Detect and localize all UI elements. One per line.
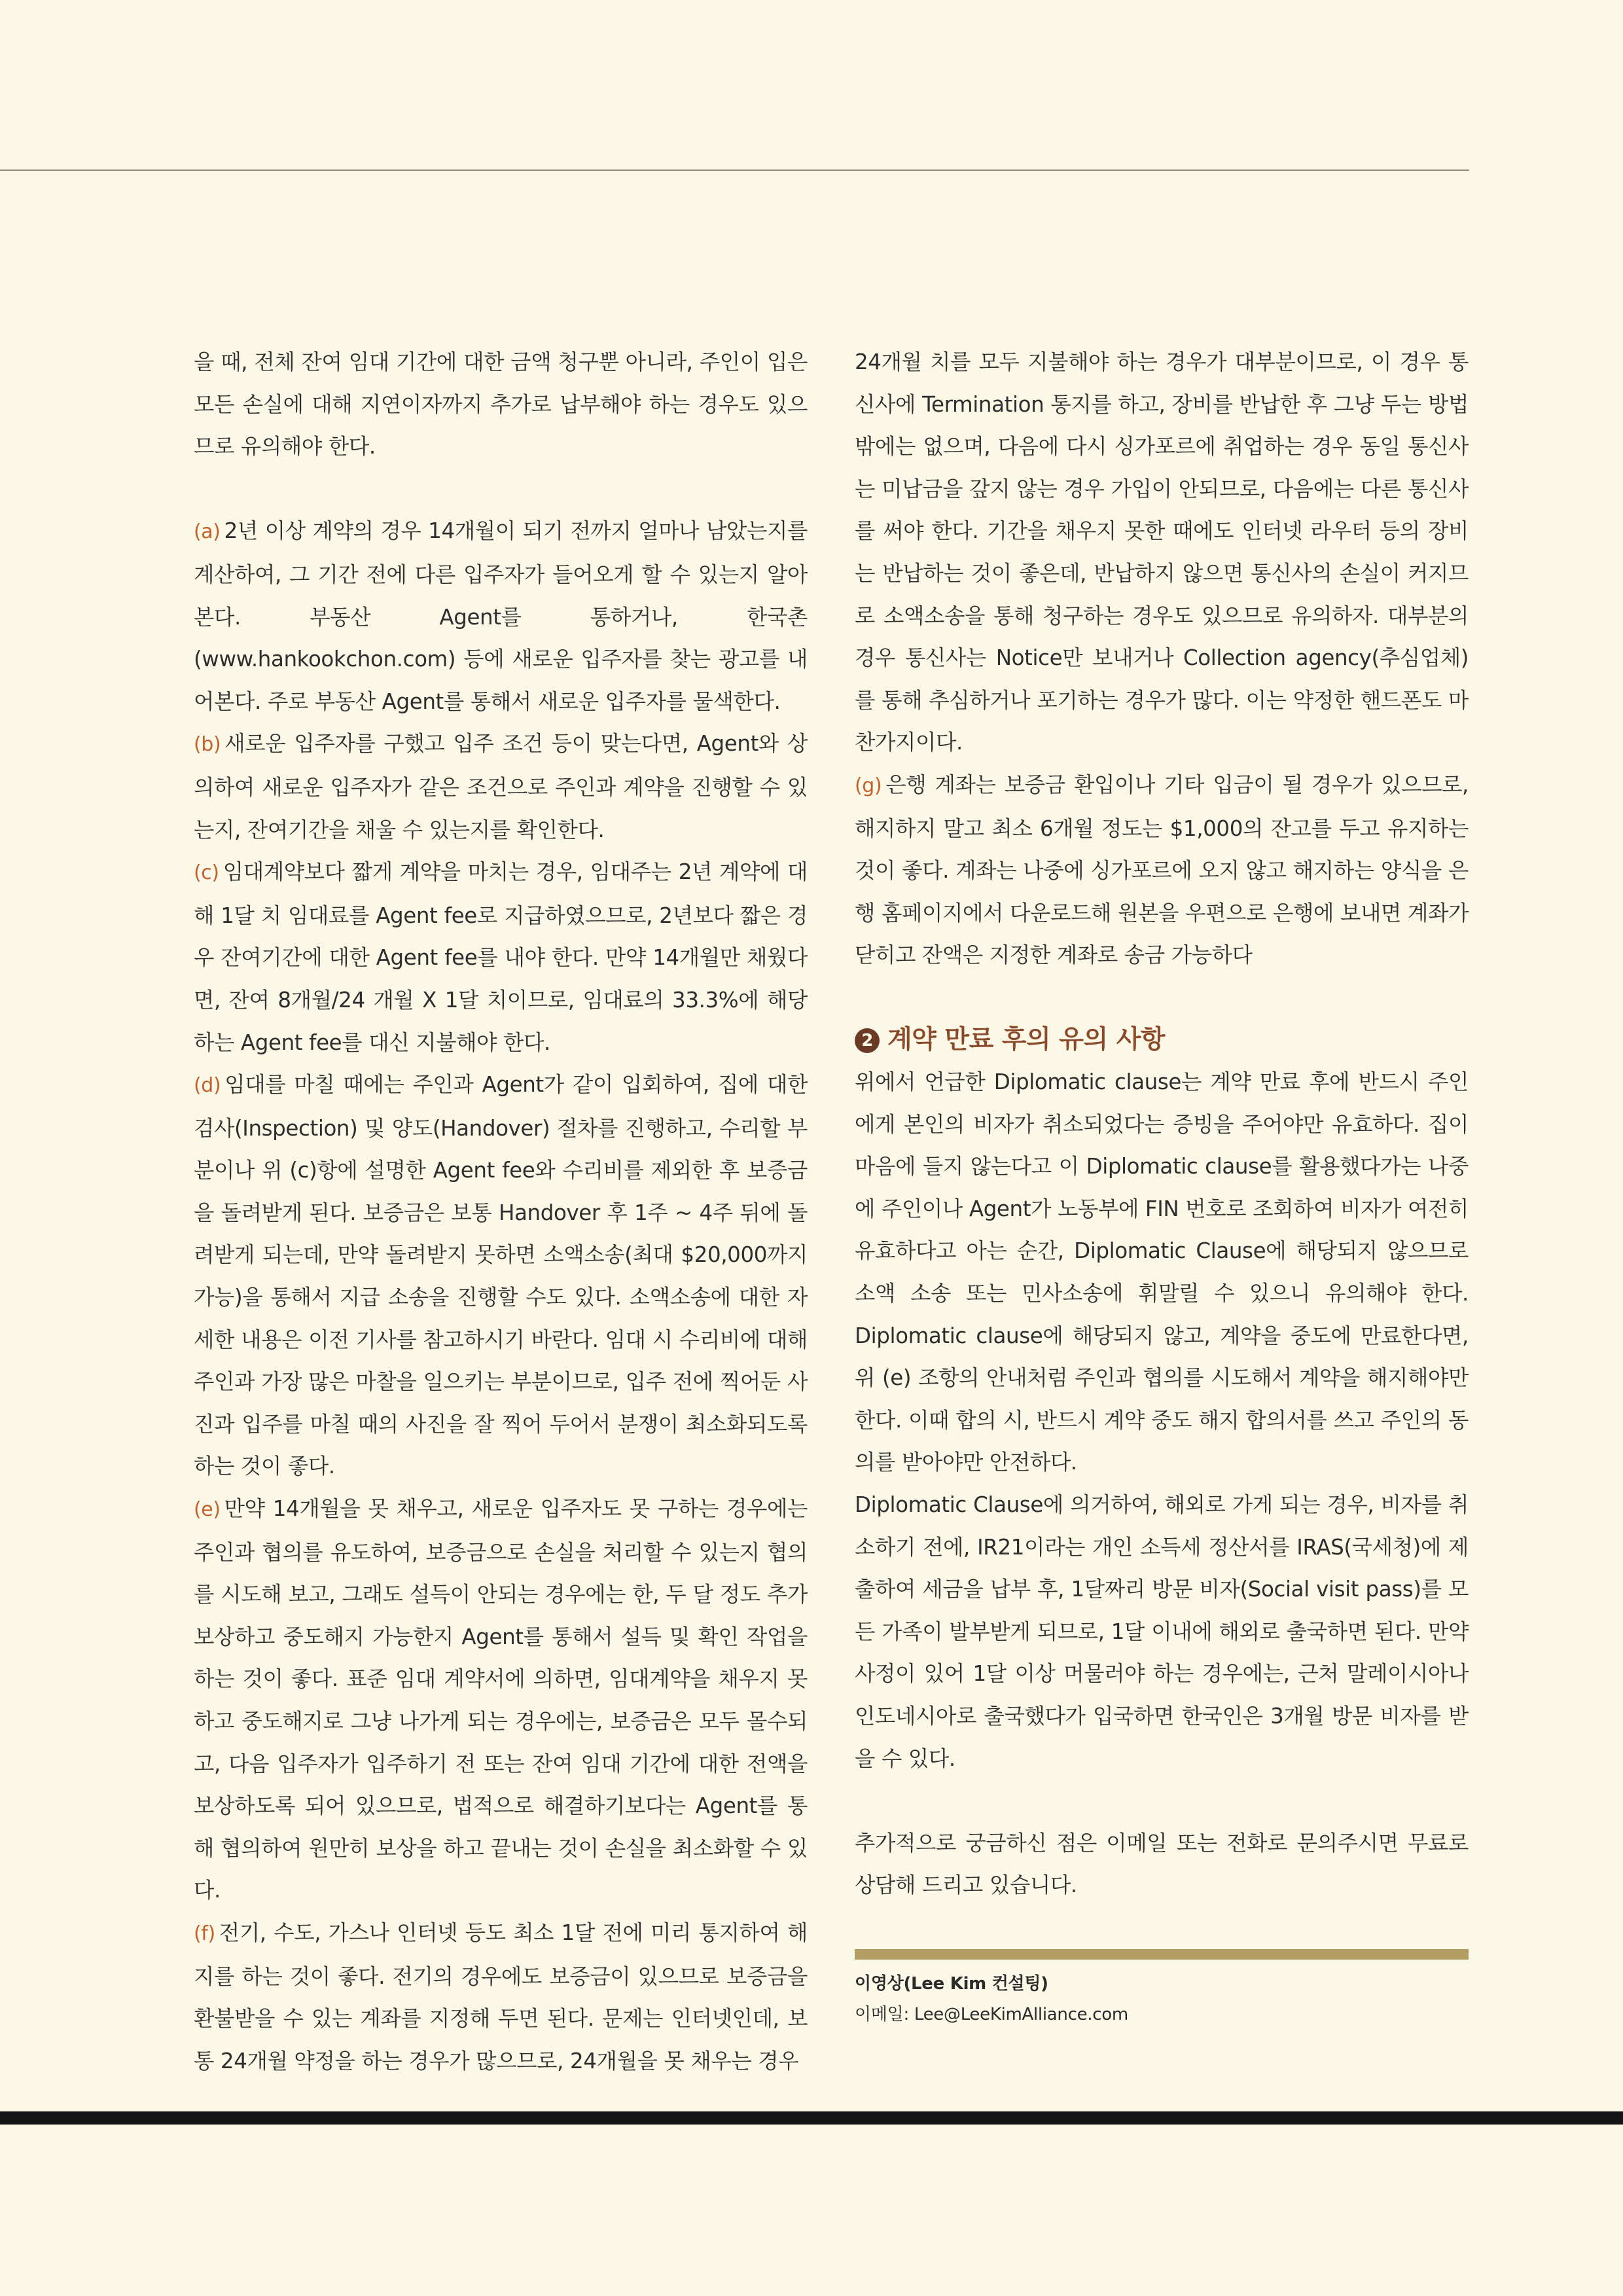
author-name: 이영상(Lee Kim 컨설팅) bbox=[855, 1974, 1048, 1994]
section-heading bbox=[855, 1019, 1469, 1062]
section-paragraph: Diplomatic Clause에 의거하여, 해외로 가게 되는 경우, 비자를 취소하기 전에, IR21이라는 개인 소득세 정산서를 IRAS(국세청)에 제출하여 세금을 납부 후, 1달짜리 방문 비자(Social visit pass)를 모든 가족이 발부받게 되므로, 1달 이내에 해외로 출국하면 된다. 만약 사정이 있어 1달 이상 머물러야 하는 경우에는, 근처 말레이시아나 인도네시아로 출국했다가 입국하면 한국인은 3개월 방문 비자를 받을 수 있다. bbox=[855, 1492, 1469, 1771]
author-email: 이메일: Lee@LeeKimAlliance.com bbox=[855, 2005, 1128, 2024]
section-paragraph: 위에서 언급한 Diplomatic clause는 계약 만료 후에 반드시 주인에게 본인의 비자가 취소되었다는 증빙을 주어야만 유효하다. 집이 마음에 들지 않는다고 이 Diplomatic clause를 활용했다가는 나중에 주인이나 Agent가 노동부에 FIN 번호로 조회하여 비자가 여전히 유효하다고 아는 순간, Diplomatic Clause에 해당되지 않으므로 소액 소송 또는 민사소송에 휘말릴 수 있으니 유의해야 한다. Diplomatic clause에 해당되지 않고, 계약을 중도에 만료한다면, 위 (e) 조항의 안내처럼 주인과 협의를 시도해서 계약을 해지해야만 한다. 이때 합의 시, 반드시 계약 중도 해지 합의서를 쓰고 주인의 동의를 받아야만 안전하다. bbox=[855, 1069, 1469, 1475]
continuation-paragraph: 24개월 치를 모두 지불해야 하는 경우가 대부분이므로, 이 경우 통신사에 Termination 통지를 하고, 장비를 반납한 후 그냥 두는 방법밖에는 없으며, 다음에 다시 싱가포르에 취업하는 경우 동일 통신사는 미납금을 갚지 않는 경우 가입이 안되므로, 다음에는 다른 통신사를 써야 한다. 기간을 채우지 못한 때에도 인터넷 라우터 등의 장비는 반납하는 것이 좋은데, 반납하지 않으면 통신사의 손실이 커지므로 소액소송을 통해 청구하는 경우도 있으므로 유의하자. 대부분의 경우 통신사는 Notice만 보내거나 Collection agency(추심업체)를 통해 추심하거나 포기하는 경우가 많다. 이는 약정한 핸드폰도 마찬가지이다. bbox=[855, 350, 1469, 755]
item-e bbox=[194, 1488, 808, 1912]
item-text: 은행 계좌는 보증금 환입이나 기타 입금이 될 경우가 있으므로, 해지하지 말고 최소 6개월 정도는 $1,000의 잔고를 두고 유지하는 것이 좋다. 계좌는 나중에 싱가포르에 오지 않고 해지하는 양식을 은행 홈페이지에서 다운로드해 원본을 우편으로 은행에 보내면 계좌가 닫히고 잔액은 지정한 계좌로 송금 가능하다 bbox=[855, 772, 1469, 968]
footer-bar bbox=[0, 2111, 1623, 2125]
item-marker: (b) bbox=[194, 733, 221, 757]
left-column bbox=[194, 341, 808, 2082]
item-marker: (a) bbox=[194, 520, 221, 544]
item-a bbox=[194, 510, 808, 723]
header-divider bbox=[0, 170, 1469, 171]
item-c bbox=[194, 851, 808, 1064]
item-text: 만약 14개월을 못 채우고, 새로운 입주자도 못 구하는 경우에는 주인과 협의를 유도하여, 보증금으로 손실을 처리할 수 있는지 협의를 시도해 보고, 그래도 설득이 안되는 경우에는 한, 두 달 정도 추가 보상하고 중도해지 가능한지 Agent를 통해서 설득 및 확인 작업을 하는 것이 좋다. 표준 임대 계약서에 의하면, 임대계약을 채우지 못하고 중도해지로 그냥 나가게 되는 경우에는, 보증금은 모두 몰수되고, 다음 입주자가 입주하기 전 또는 잔여 임대 기간에 대한 전액을 보상하도록 되어 있으므로, 법적으로 해결하기보다는 Agent를 통해 협의하여 원만히 보상을 하고 끝내는 것이 손실을 최소화할 수 있다. bbox=[194, 1496, 808, 1903]
item-marker: (g) bbox=[855, 774, 882, 797]
item-marker: (d) bbox=[194, 1074, 221, 1098]
section-title: 계약 만료 후의 유의 사항 bbox=[887, 1024, 1166, 1054]
intro-paragraph: 을 때, 전체 잔여 임대 기간에 대한 금액 청구뿐 아니라, 주인이 입은 모든 손실에 대해 지연이자까지 추가로 납부해야 하는 경우도 있으므로 유의해야 한다. bbox=[194, 350, 808, 459]
item-g bbox=[855, 764, 1469, 977]
item-text: 새로운 입주자를 구했고 입주 조건 등이 맞는다면, Agent와 상의하여 새로운 입주자가 같은 조건으로 주인과 계약을 진행할 수 있는지, 잔여기간을 채울 수 있는지를 확인한다. bbox=[194, 731, 808, 842]
item-text: 2년 이상 계약의 경우 14개월이 되기 전까지 얼마나 남았는지를 계산하여, 그 기간 전에 다른 입주자가 들어오게 할 수 있는지 알아본다. 부동산 Agent를 통하거나, 한국촌(www.hankookchon.com) 등에 새로운 입주자를 찾는 광고를 내어본다. 주로 부동산 Agent를 통해서 새로운 입주자를 물색한다. bbox=[194, 518, 808, 714]
item-text: 전기, 수도, 가스나 인터넷 등도 최소 1달 전에 미리 통지하여 해지를 하는 것이 좋다. 전기의 경우에도 보증금이 있으므로 보증금을 환불받을 수 있는 계좌를 지정해 두면 된다. 문제는 인터넷인데, 보통 24개월 약정을 하는 경우가 많으므로, 24개월을 못 채우는 경우 bbox=[194, 1920, 808, 2073]
item-marker: (e) bbox=[194, 1498, 221, 1522]
item-marker: (f) bbox=[194, 1922, 215, 1945]
section-number-badge: 2 bbox=[855, 1028, 880, 1053]
author-divider bbox=[855, 1949, 1469, 1960]
right-column bbox=[855, 341, 1469, 1907]
item-marker: (c) bbox=[194, 861, 219, 885]
item-d bbox=[194, 1064, 808, 1488]
item-text: 임대계약보다 짧게 계약을 마치는 경우, 임대주는 2년 계약에 대해 1달 치 임대료를 Agent fee로 지급하였으므로, 2년보다 짧은 경우 잔여기간에 대한 Agent fee를 내야 한다. 만약 14개월만 채웠다면, 잔여 8개월/24 개월 X 1달 치이므로, 임대료의 33.3%에 해당하는 Agent fee를 대신 지불해야 한다. bbox=[194, 859, 808, 1055]
item-b bbox=[194, 723, 808, 851]
item-f bbox=[194, 1912, 808, 2082]
item-text: 임대를 마칠 때에는 주인과 Agent가 같이 입회하여, 집에 대한 검사(Inspection) 및 양도(Handover) 절차를 진행하고, 수리할 부분이나 위 (c)항에 설명한 Agent fee와 수리비를 제외한 후 보증금을 돌려받게 된다. 보증금은 보통 Handover 후 1주 ~ 4주 뒤에 돌려받게 되는데, 만약 돌려받지 못하면 소액소송(최대 $20,000까지 가능)을 통해서 지급 소송을 진행할 수도 있다. 소액소송에 대한 자세한 내용은 이전 기사를 참고하시기 바란다. 임대 시 수리비에 대해 주인과 가장 많은 마찰을 일으키는 부분이므로, 입주 전에 찍어둔 사진과 입주를 마칠 때의 사진을 잘 찍어 두어서 분쟁이 최소화되도록 하는 것이 좋다. bbox=[194, 1072, 808, 1479]
closing-paragraph: 추가적으로 궁금하신 점은 이메일 또는 전화로 문의주시면 무료로 상담해 드리고 있습니다. bbox=[855, 1830, 1469, 1898]
